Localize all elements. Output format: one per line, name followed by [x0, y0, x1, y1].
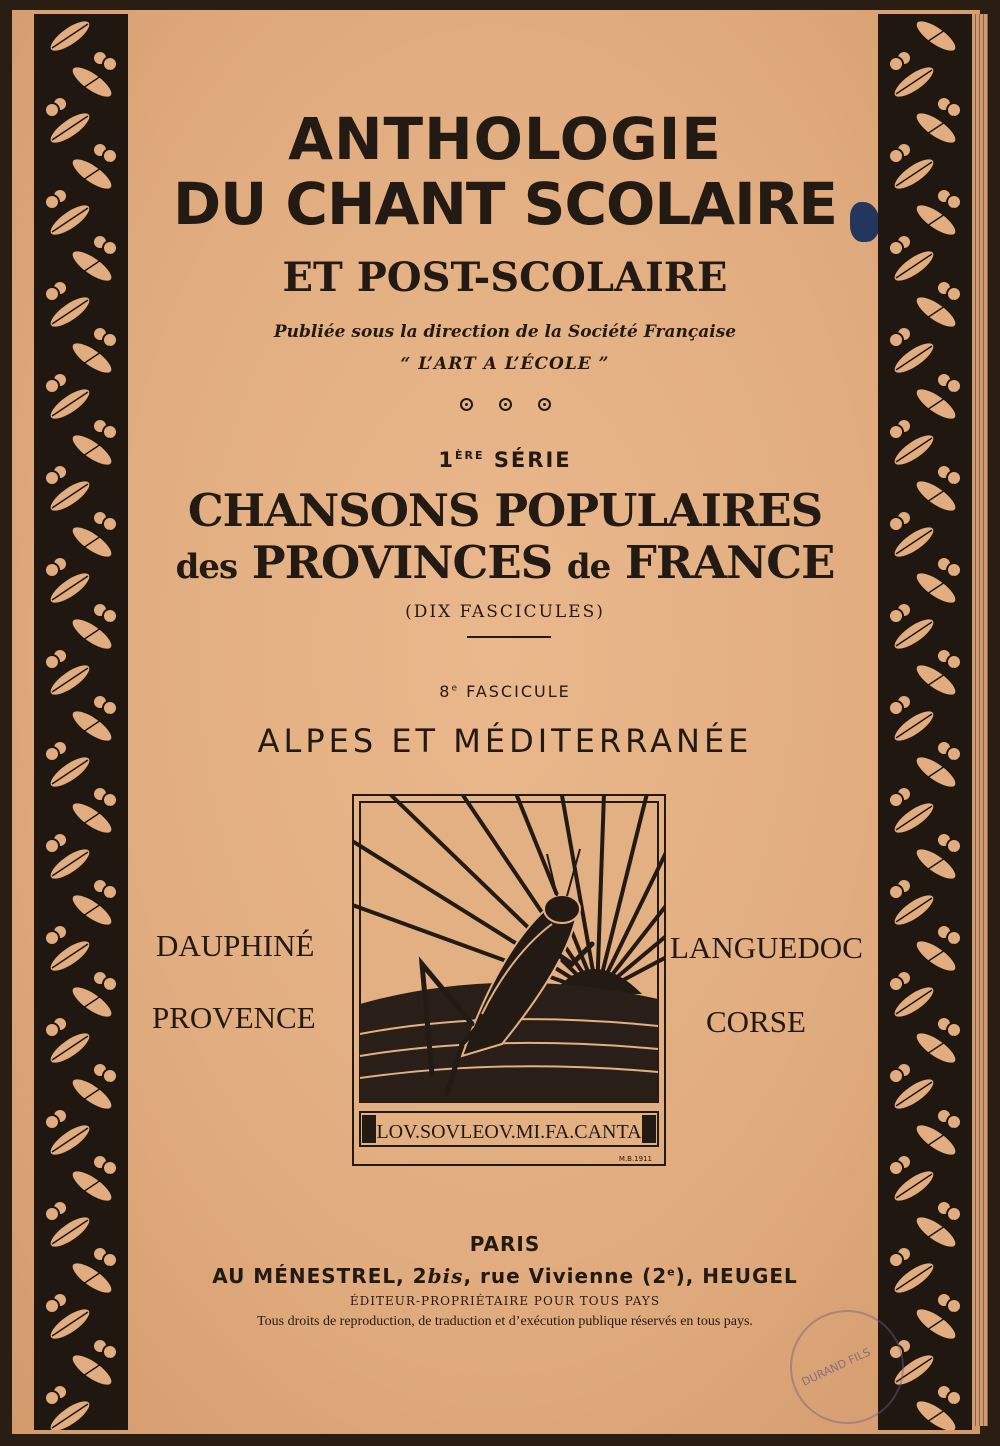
- address-street: , rue Vivienne (2: [463, 1264, 668, 1288]
- berry-ornament: [103, 149, 117, 163]
- title-line-3: ET POST-SCOLAIRE: [282, 254, 728, 301]
- cicada-woodcut: [352, 794, 666, 1166]
- berry-ornament: [45, 379, 59, 393]
- berry-ornament: [889, 1069, 903, 1083]
- berry-ornament: [103, 701, 117, 715]
- berry-ornament: [103, 1161, 117, 1175]
- berry-ornament: [889, 149, 903, 163]
- berry-ornament: [947, 1023, 961, 1037]
- ornament-dot: [538, 398, 551, 411]
- berry-ornament: [45, 471, 59, 485]
- direction-line-2: “ L’ART A L’ÉCOLE ”: [400, 354, 610, 374]
- address-heugel: ), HEUGEL: [675, 1264, 798, 1288]
- berry-ornament: [45, 1391, 59, 1405]
- series-heading: [132, 448, 878, 472]
- berry-ornament: [947, 103, 961, 117]
- series-title-line-2: [132, 536, 878, 589]
- divider-rule: [467, 636, 551, 638]
- berry-ornament: [947, 1207, 961, 1221]
- series-title-line-1: CHANSONS POPULAIRES: [187, 484, 823, 537]
- motto-left-mark: [362, 1115, 376, 1143]
- berry-ornament: [45, 103, 59, 117]
- book-cover: [12, 10, 980, 1434]
- berry-ornament: [45, 839, 59, 853]
- berry-ornament: [889, 977, 903, 991]
- berry-ornament: [103, 1069, 117, 1083]
- series-number: 1: [438, 448, 455, 472]
- berry-ornament: [889, 425, 903, 439]
- berry-ornament: [103, 885, 117, 899]
- berry-ornament: [45, 1023, 59, 1037]
- address-number: 2: [412, 1264, 428, 1288]
- berry-ornament: [947, 195, 961, 209]
- berry-ornament: [947, 931, 961, 945]
- berry-ornament: [103, 241, 117, 255]
- publisher-editor: ÉDITEUR-PROPRIÉTAIRE POUR TOUS PAYS: [349, 1294, 661, 1308]
- berry-ornament: [947, 287, 961, 301]
- berry-ornament: [889, 793, 903, 807]
- berry-ornament: [45, 747, 59, 761]
- ornament-dots: [132, 398, 878, 411]
- berry-ornament: [103, 609, 117, 623]
- berry-ornament: [889, 609, 903, 623]
- series-title-provinces: PROVINCES: [251, 536, 553, 589]
- stamp-text: DURAND FILS: [799, 1345, 873, 1389]
- berry-ornament: [947, 1115, 961, 1129]
- title-line-2: DU CHANT SCOLAIRE: [172, 170, 838, 238]
- berry-ornament: [45, 1115, 59, 1129]
- region-corse: CORSE: [706, 1004, 806, 1039]
- berry-ornament: [45, 1299, 59, 1313]
- berry-ornament: [889, 885, 903, 899]
- fascicle-title: ALPES ET MÉDITERRANÉE: [257, 722, 753, 760]
- woodcut-motto: LOV.SOVLEOV.MI.FA.CANTA: [376, 1121, 642, 1143]
- berry-ornament: [947, 379, 961, 393]
- berry-ornament: [947, 747, 961, 761]
- fascicle-number-suffix: e: [451, 683, 459, 694]
- berry-ornament: [889, 57, 903, 71]
- motto-right-mark: [642, 1115, 656, 1143]
- berry-ornament: [889, 333, 903, 347]
- berry-ornament: [45, 1207, 59, 1221]
- series-number-suffix: ÈRE: [455, 449, 485, 462]
- berry-ornament: [45, 931, 59, 945]
- berry-ornament: [103, 1345, 117, 1359]
- publisher-rights: Tous droits de reproduction, de traduction et d’exécution publique réservés en tous pays.: [257, 1314, 753, 1329]
- series-label: SÉRIE: [493, 448, 572, 472]
- series-title-france: FRANCE: [624, 536, 835, 589]
- berry-ornament: [947, 471, 961, 485]
- berry-ornament: [889, 1161, 903, 1175]
- berry-ornament: [889, 701, 903, 715]
- region-languedoc: LANGUEDOC: [670, 930, 863, 965]
- berry-ornament: [947, 563, 961, 577]
- fascicle-number: 8: [439, 682, 452, 701]
- fascicle-label: FASCICULE: [466, 682, 571, 701]
- foliage-ornament-right: [884, 14, 966, 1430]
- berry-ornament: [103, 517, 117, 531]
- left-foliage-border: [34, 14, 128, 1430]
- berry-ornament: [889, 517, 903, 531]
- right-foliage-border: [878, 14, 972, 1430]
- berry-ornament: [103, 333, 117, 347]
- series-title-des: des: [175, 547, 238, 587]
- berry-ornament: [947, 839, 961, 853]
- berry-ornament: [947, 1299, 961, 1313]
- region-dauphine: DAUPHINÉ: [156, 928, 315, 963]
- berry-ornament: [45, 287, 59, 301]
- cicada-head: [544, 895, 580, 923]
- berry-ornament: [103, 425, 117, 439]
- direction-line-1: Publiée sous la direction de la Société Française: [273, 322, 737, 342]
- berry-ornament: [45, 563, 59, 577]
- ornament-dot: [499, 398, 512, 411]
- berry-ornament: [947, 655, 961, 669]
- berry-ornament: [103, 793, 117, 807]
- publisher-city: PARIS: [469, 1232, 541, 1256]
- berry-ornament: [947, 1391, 961, 1405]
- address-bis: bis: [427, 1264, 464, 1288]
- berry-ornament: [103, 57, 117, 71]
- title-line-1: ANTHOLOGIE: [288, 105, 722, 173]
- page-edges: [972, 14, 988, 1426]
- woodcut-signature: M.B.1911: [618, 1155, 652, 1163]
- berry-ornament: [103, 1253, 117, 1267]
- series-fascicules: (DIX FASCICULES): [405, 602, 605, 622]
- berry-ornament: [45, 655, 59, 669]
- series-title-de: de: [566, 547, 611, 587]
- berry-ornament: [45, 195, 59, 209]
- fascicle-heading: [132, 682, 878, 701]
- publisher-address: [132, 1264, 878, 1288]
- address-arrondissement-suffix: e: [667, 1265, 676, 1279]
- berry-ornament: [889, 241, 903, 255]
- berry-ornament: [889, 1253, 903, 1267]
- ornament-dot: [460, 398, 473, 411]
- foliage-ornament-left: [40, 14, 122, 1430]
- berry-ornament: [103, 977, 117, 991]
- region-provence: PROVENCE: [152, 1000, 316, 1035]
- publisher-name: AU MÉNESTREL,: [212, 1264, 405, 1288]
